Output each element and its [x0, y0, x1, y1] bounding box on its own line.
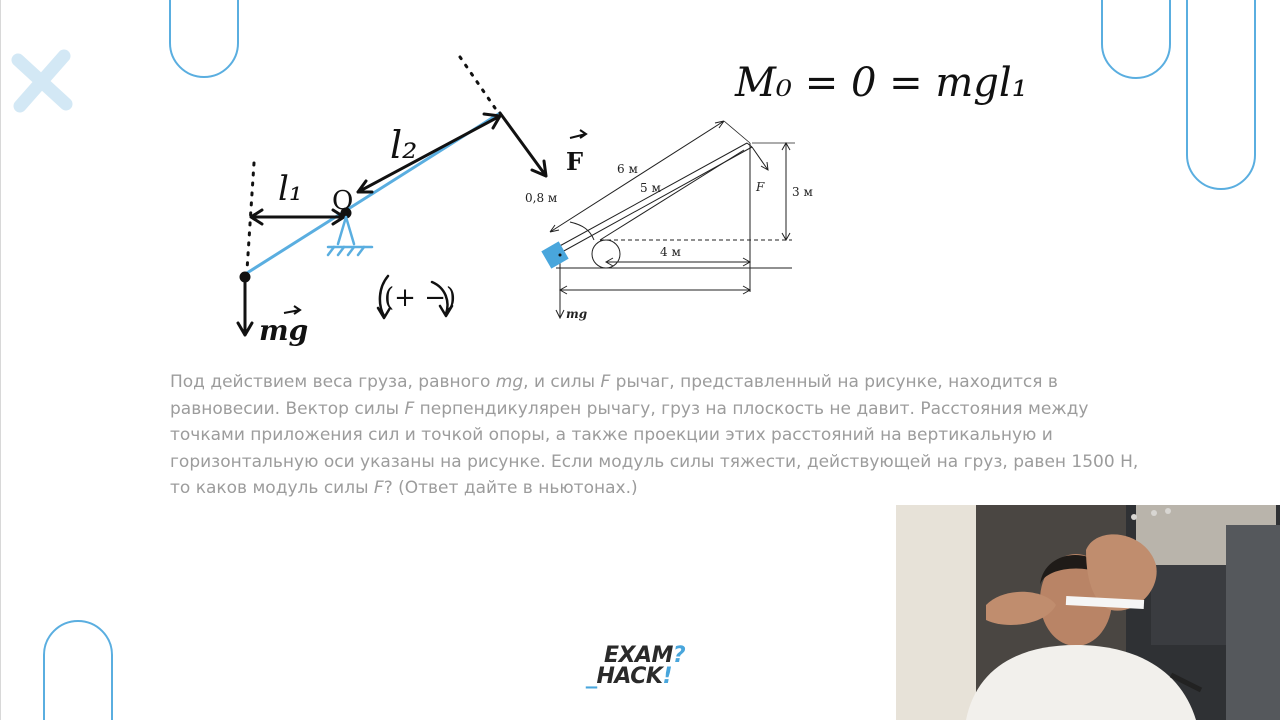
- moment-equation: M₀ = 0 = mgl₁: [735, 60, 1028, 106]
- figure-lever: [556, 143, 752, 252]
- figure-F-arrow: [752, 147, 768, 170]
- figure-F-label: F: [756, 180, 765, 194]
- mg-arrow: [238, 277, 252, 335]
- dim-6m-label: 6 м: [617, 162, 638, 176]
- dim-3m-line: [782, 143, 790, 240]
- dim-3m-label: 3 м: [792, 185, 813, 199]
- mg-vector-bar: [284, 306, 300, 314]
- dim-4m-line: [606, 258, 750, 266]
- sign-rule: (+ −): [384, 283, 457, 313]
- figure-mg-label: mg: [566, 307, 588, 321]
- dim-08m-arc: [570, 222, 594, 240]
- load-dot: [241, 273, 249, 281]
- problem-statement: Под действием веса груза, равного mg, и силы F рычаг, представленный на рисунке, находится в равновесии. Вектор силы F перпендикулярен рычагу, груз на плоскость не давит. Расстояния между точками приложения сил и точкой опоры, а также проекции этих расстояний на вертикальную и горизонтальную оси указаны на рисунке. Если модуль силы тяжести, действующей на груз, равен 1500 Н, то каков модуль силы F? (Ответ дайте в ньютонах.): [170, 372, 1139, 498]
- figure-load-block: [541, 241, 568, 268]
- examhack-logo: EXAM? _HACK!: [586, 643, 686, 689]
- label-mg: mg: [259, 314, 309, 347]
- webcam-scene: [896, 505, 1280, 720]
- dim-5m-label: 5 м: [640, 181, 661, 195]
- bottom-dim-line: [560, 286, 750, 294]
- textbook-figure: [550, 121, 795, 318]
- label-l1: l₁: [278, 169, 303, 209]
- label-O: O: [332, 186, 354, 216]
- webcam-video-overlay: [896, 505, 1280, 720]
- figure-pivot: [592, 240, 620, 268]
- F-vector-bar: [570, 130, 586, 138]
- l2-arrow: [358, 114, 500, 192]
- dim-4m-label: 4 м: [660, 245, 681, 259]
- F-arrow: [500, 113, 546, 176]
- deco-arch-bottom-left: [44, 621, 112, 720]
- dotted-force-line: [460, 57, 495, 108]
- label-l2: l₂: [390, 123, 418, 167]
- dim-08m-label: 0,8 м: [525, 191, 558, 205]
- label-F: F: [566, 147, 584, 176]
